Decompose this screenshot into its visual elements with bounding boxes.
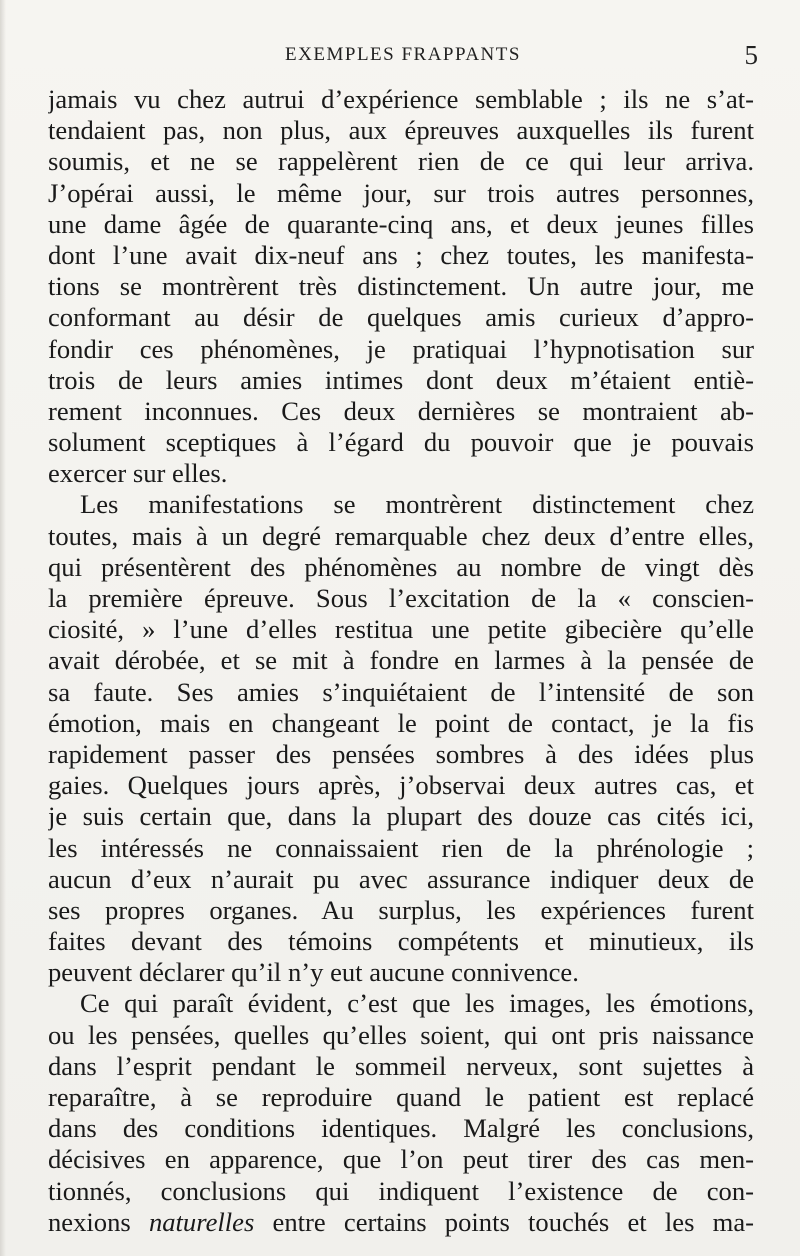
text-line-final bbox=[48, 1207, 754, 1238]
text-line: reparaître, à se reproduire quand le patient est replacé bbox=[48, 1082, 754, 1112]
text-line: émotion, mais en changeant le point de contact, je la fis bbox=[48, 707, 754, 738]
text-line: je suis certain que, dans la plupart des douze cas cités ici, bbox=[48, 801, 754, 832]
text-line: qui présentèrent des phénomènes au nombre de vingt dès bbox=[48, 551, 754, 582]
text-line: avait dérobée, et se mit à fondre en larmes à la pensée de bbox=[48, 645, 754, 676]
text-line: tions se montrèrent très distinctement. Un autre jour, me bbox=[48, 271, 754, 302]
final-line-end: entre certains points touchés et les ma- bbox=[254, 1206, 754, 1237]
text-line: tionnés, conclusions qui indiquent l’existence de con- bbox=[48, 1175, 754, 1206]
text-line: solument sceptiques à l’égard du pouvoir que je pouvais bbox=[48, 427, 754, 458]
paragraph-3 bbox=[48, 988, 754, 1238]
text-line: la première épreuve. Sous l’excitation de la « conscien- bbox=[48, 583, 754, 613]
page-shadow-edge bbox=[0, 0, 6, 1256]
running-head-title: EXEMPLES FRAPPANTS bbox=[285, 44, 521, 65]
text-line: aucun d’eux n’aurait pu avec assurance indiquer deux de bbox=[48, 863, 754, 894]
paragraph-2 bbox=[48, 489, 754, 988]
text-line: exercer sur elles. bbox=[48, 458, 228, 489]
text-line: faites devant des témoins compétents et minutieux, ils bbox=[48, 926, 754, 957]
body-text bbox=[48, 84, 754, 1238]
text-line: gaies. Quelques jours après, j’observai deux autres cas, et bbox=[48, 770, 754, 801]
text-line: ciosité, » l’une d’elles restitua une petite gibecière qu’elle bbox=[48, 614, 754, 645]
text-line: jamais vu chez autrui d’expérience semblable ; ils ne s’at- bbox=[48, 84, 754, 114]
paragraph-1 bbox=[48, 84, 754, 489]
running-head bbox=[48, 40, 758, 74]
text-line: toutes, mais à un degré remarquable chez deux d’entre elles, bbox=[48, 520, 754, 551]
text-line: décisives en apparence, que l’on peut tirer des cas men- bbox=[48, 1144, 754, 1175]
text-line: dans l’esprit pendant le sommeil nerveux, sont sujettes à bbox=[48, 1050, 754, 1081]
text-line: ou les pensées, quelles qu’elles soient, qui ont pris naissance bbox=[48, 1019, 754, 1050]
text-line: dont l’une avait dix-neuf ans ; chez toutes, les manifesta- bbox=[48, 239, 754, 270]
text-line: fondir ces phénomènes, je pratiquai l’hypnotisation sur bbox=[48, 333, 754, 364]
text-line: trois de leurs amies intimes dont deux m’étaient entiè- bbox=[48, 364, 754, 395]
final-line-start: nexions bbox=[48, 1206, 149, 1237]
text-line: ses propres organes. Au surplus, les expériences furent bbox=[48, 894, 754, 925]
text-line: peuvent déclarer qu’il n’y eut aucune connivence. bbox=[48, 957, 579, 988]
text-line: rement inconnues. Ces deux dernières se montraient ab- bbox=[48, 395, 754, 426]
text-line: rapidement passer des pensées sombres à des idées plus bbox=[48, 738, 754, 769]
text-line: Ce qui paraît évident, c’est que les images, les émotions, bbox=[80, 988, 754, 1019]
text-line: conformant au désir de quelques amis curieux d’appro- bbox=[48, 302, 754, 333]
italic-word: naturelles bbox=[148, 1206, 255, 1237]
text-line: une dame âgée de quarante-cinq ans, et deux jeunes filles bbox=[48, 208, 754, 239]
text-line: sa faute. Ses amies s’inquiétaient de l’intensité de son bbox=[48, 676, 754, 707]
text-line: J’opérai aussi, le même jour, sur trois autres personnes, bbox=[48, 177, 754, 208]
page-number: 5 bbox=[744, 40, 758, 70]
text-line: Les manifestations se montrèrent distinctement chez bbox=[80, 489, 754, 520]
text-line: tendaient pas, non plus, aux épreuves auxquelles ils furent bbox=[48, 115, 754, 146]
text-line: soumis, et ne se rappelèrent rien de ce qui leur arriva. bbox=[48, 146, 754, 177]
text-line: les intéressés ne connaissaient rien de la phrénologie ; bbox=[48, 832, 754, 863]
text-line: dans des conditions identiques. Malgré les conclusions, bbox=[48, 1113, 754, 1144]
